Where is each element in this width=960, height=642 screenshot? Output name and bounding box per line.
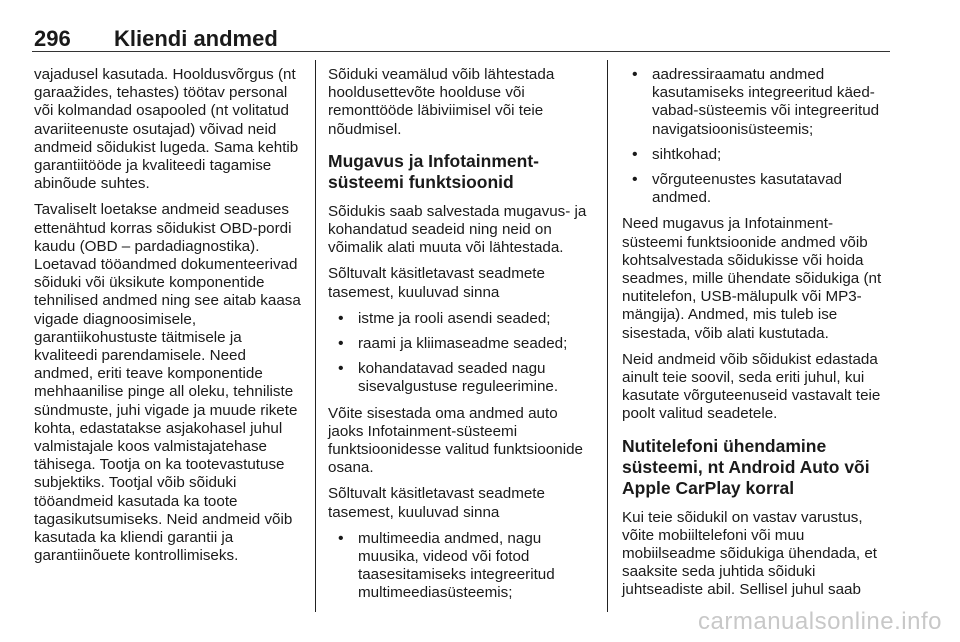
paragraph: Neid andmeid võib sõidukist edastada ainult teie soovil, seda eriti juhul, kui kasutate võrguteenuseid vastavalt teie poolt valitud seadetele.: [622, 350, 881, 423]
section-heading: Mugavus ja Infotainment-süsteemi funktsioonid: [328, 150, 539, 192]
bullet-list: [622, 66, 892, 207]
text-column-1: [34, 66, 302, 573]
list-item: • kohandatavad seaded nagu sisevalgustuse reguleerimine.: [328, 360, 590, 396]
page-number: 296: [34, 26, 71, 51]
list-item: • aadressiraamatu andmed kasutamiseks integreeritud käed-vabad-süsteemis või integreeritud navigatsioonisüsteemis;: [622, 66, 892, 139]
paragraph: Kui teie sõidukil on vastav varustus, võite mobiiltelefoni või muu mobiilseadme sõidukiga ühendada, et saaksite seda juhtida sõiduki juhtseadiste abil. Sellisel juhul saab: [622, 508, 877, 599]
column-divider-2: [607, 60, 608, 612]
column-divider-1: [315, 60, 316, 612]
paragraph: Sõltuvalt käsitletavast seadmete tasemest, kuuluvad sinna: [328, 485, 545, 521]
list-item: • istme ja rooli asendi seaded;: [328, 310, 590, 328]
paragraph: Sõidukis saab salvestada mugavus- ja kohandatud seadeid ning neid on võimalik alati muuta või lähtestada.: [328, 202, 587, 257]
bullet-list: [328, 310, 590, 397]
list-item: • raami ja kliimaseadme seaded;: [328, 335, 590, 353]
section-heading: Nutitelefoni ühendamine süsteemi, nt Android Auto või Apple CarPlay korral: [622, 435, 870, 498]
paragraph: Sõltuvalt käsitletavast seadmete tasemest, kuuluvad sinna: [328, 265, 545, 301]
paragraph: vajadusel kasutada. Hooldusvõrgus (nt garaažides, tehastes) töötav personal või kolmandad osapooled (nt volitatud avariiteenuste osutajad) võivad neid andmeid sõidukist lugeda. Sama kehtib garantiitööde ja kvaliteedi tagamise abinõude suhtes.: [34, 66, 299, 193]
list-item: • multimeedia andmed, nagu muusika, videod või fotod taasesitamiseks integreeritud multimeediasüsteemis;: [328, 530, 590, 603]
page-title: Kliendi andmed: [114, 26, 278, 51]
text-column-2: [328, 66, 590, 611]
paragraph: Need mugavus ja Infotainment-süsteemi funktsioonide andmed võib kohtsalvestada sõidukisse või hoida seadmes, mille ühendate sõidukiga (nt nutitelefon, USB-mälupulk või MP3-mängija). Andmed, mis tuleb ise sisestada, võib alati kustutada.: [622, 215, 882, 342]
bullet-list: [328, 530, 590, 603]
list-item: • võrguteenustes kasutatavad andmed.: [622, 171, 892, 207]
text-column-3: [622, 66, 892, 608]
watermark: carmanualsonline.info: [698, 608, 942, 635]
paragraph: Sõiduki veamälud võib lähtestada hooldusettevõte hoolduse või remonttööde läbiviimisel või teie nõudmisel.: [328, 66, 555, 138]
list-item: • sihtkohad;: [622, 146, 892, 164]
paragraph: Tavaliselt loetakse andmeid seaduses ettenähtud korras sõidukist OBD-pordi kaudu (OBD – pardadiagnostika). Loetavad tööandmed dokumenteerivad sõiduki või üksikute komponentide tehnilised andmed ning see aitab kaasa vigade diagnoosimisele, garantiikohustuste täitmisele ja kvaliteedi parendamisele. Need andmed, eriti teave komponentide mehhaanilise pinge all oleku, tehniliste sündmuste, juhi vigade ja muude rikete kohta, edastatakse asjakohasel juhul valmistajale koos valmistajatehase tähisega. Tootja on ka tootevastutuse subjektiks. Tootjal võib sõiduki tööandmeid kasutada ka toote tagasikutsumiseks. Neid andmeid võib kasutada ka kliendi garantii ja garantiinõuete kontrollimiseks.: [34, 201, 301, 565]
paragraph: Võite sisestada oma andmed auto jaoks Infotainment-süsteemi funktsioonidesse valitud funktsioonide osana.: [328, 404, 583, 477]
header-rule: [32, 51, 890, 52]
page-header: [32, 18, 890, 54]
